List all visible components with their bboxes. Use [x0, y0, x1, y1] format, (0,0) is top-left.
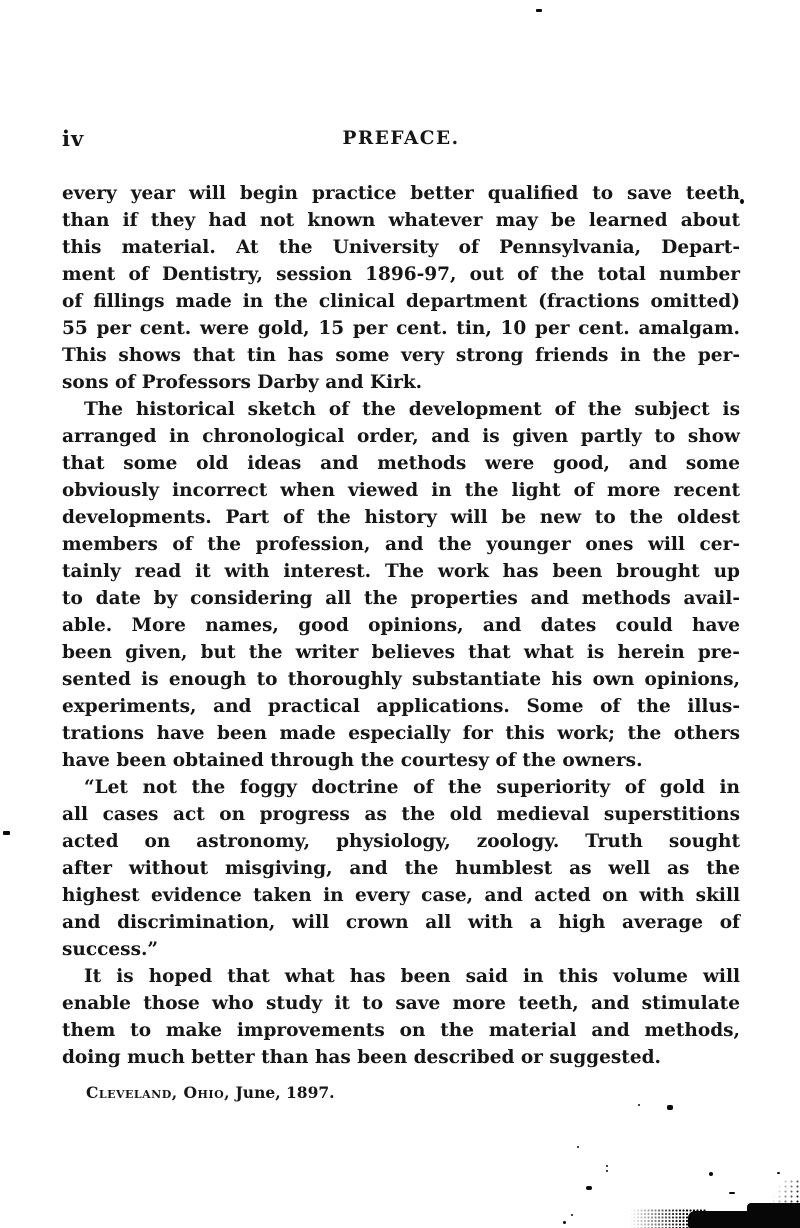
text-line: 55 per cent. were gold, 15 per cent. tin, 10 per cent. amalgam.: [62, 318, 740, 339]
ink-speck: [536, 9, 542, 12]
ink-speck: [740, 199, 744, 204]
ink-speck: [638, 1104, 640, 1106]
ink-speck: [777, 1172, 780, 1174]
text-line: “Let not the foggy doctrine of the superiority of gold in: [84, 777, 740, 798]
page-header: [62, 126, 740, 152]
text-line: enable those who study it to save more teeth, and stimulate: [62, 993, 740, 1014]
text-line: every year will begin practice better qualified to save teeth: [62, 183, 740, 204]
text-line: ment of Dentistry, session 1896-97, out of the total number: [62, 264, 740, 285]
ink-speck: [667, 1105, 673, 1110]
text-line: of fillings made in the clinical department (fractions omitted): [62, 291, 740, 312]
text-line: acted on astronomy, physiology, zoology. Truth sought: [62, 831, 740, 852]
dateline-place: Cleveland, Ohio,: [86, 1083, 231, 1102]
dateline-date: June, 1897.: [235, 1083, 335, 1102]
ink-speck: [3, 831, 10, 835]
text-line: obviously incorrect when viewed in the light of more recent: [62, 480, 740, 501]
text-line: tainly read it with interest. The work has been brought up: [62, 561, 740, 582]
ink-speck: [577, 1146, 579, 1148]
text-line: experiments, and practical applications. Some of the illus-: [62, 696, 740, 717]
ink-smudge: [747, 1203, 800, 1228]
page-body: [62, 180, 740, 1071]
text-line: this material. At the University of Pennsylvania, Depart-: [62, 237, 740, 258]
page-number: iv: [62, 126, 85, 151]
text-line: that some old ideas and methods were good, and some: [62, 453, 740, 474]
page-title: PREFACE.: [342, 128, 460, 149]
text-line: to date by considering all the properties and methods avail-: [62, 588, 740, 609]
text-line: sented is enough to thoroughly substantiate his own opinions,: [62, 669, 740, 690]
text-line: trations have been made especially for this work; the others: [62, 723, 740, 744]
text-line: success.”: [62, 939, 159, 960]
text-line: arranged in chronological order, and is given partly to show: [62, 426, 740, 447]
ink-speck: [729, 1192, 735, 1194]
ink-speck: [571, 1214, 573, 1216]
text-line: them to make improvements on the material and methods,: [62, 1020, 740, 1041]
text-line: sons of Professors Darby and Kirk.: [62, 372, 423, 393]
ink-speck: [709, 1172, 713, 1176]
text-line: after without misgiving, and the humblest as well as the: [62, 858, 740, 879]
text-line: and discrimination, will crown all with a high average of: [62, 912, 740, 933]
text-line: than if they had not known whatever may be learned about: [62, 210, 740, 231]
ink-speck: [563, 1221, 566, 1224]
ink-speck: [586, 1186, 592, 1190]
text-line: able. More names, good opinions, and dates could have: [62, 615, 740, 636]
text-line: members of the profession, and the younger ones will cer-: [62, 534, 740, 555]
text-line: been given, but the writer believes that what is herein pre-: [62, 642, 740, 663]
text-line: highest evidence taken in every case, and acted on with skill: [62, 885, 740, 906]
text-line: have been obtained through the courtesy of the owners.: [62, 750, 643, 771]
ink-speck: [606, 1170, 608, 1172]
text-line: This shows that tin has some very strong friends in the per-: [62, 345, 740, 366]
text-line: developments. Part of the history will be new to the oldest: [62, 507, 740, 528]
text-line: doing much better than has been described or suggested.: [62, 1047, 661, 1068]
text-line: all cases act on progress as the old medieval superstitions: [62, 804, 740, 825]
text-line: It is hoped that what has been said in this volume will: [84, 966, 740, 987]
ink-speck: [606, 1165, 608, 1167]
text-line: The historical sketch of the development of the subject is: [84, 399, 740, 420]
dateline: [62, 1083, 740, 1102]
